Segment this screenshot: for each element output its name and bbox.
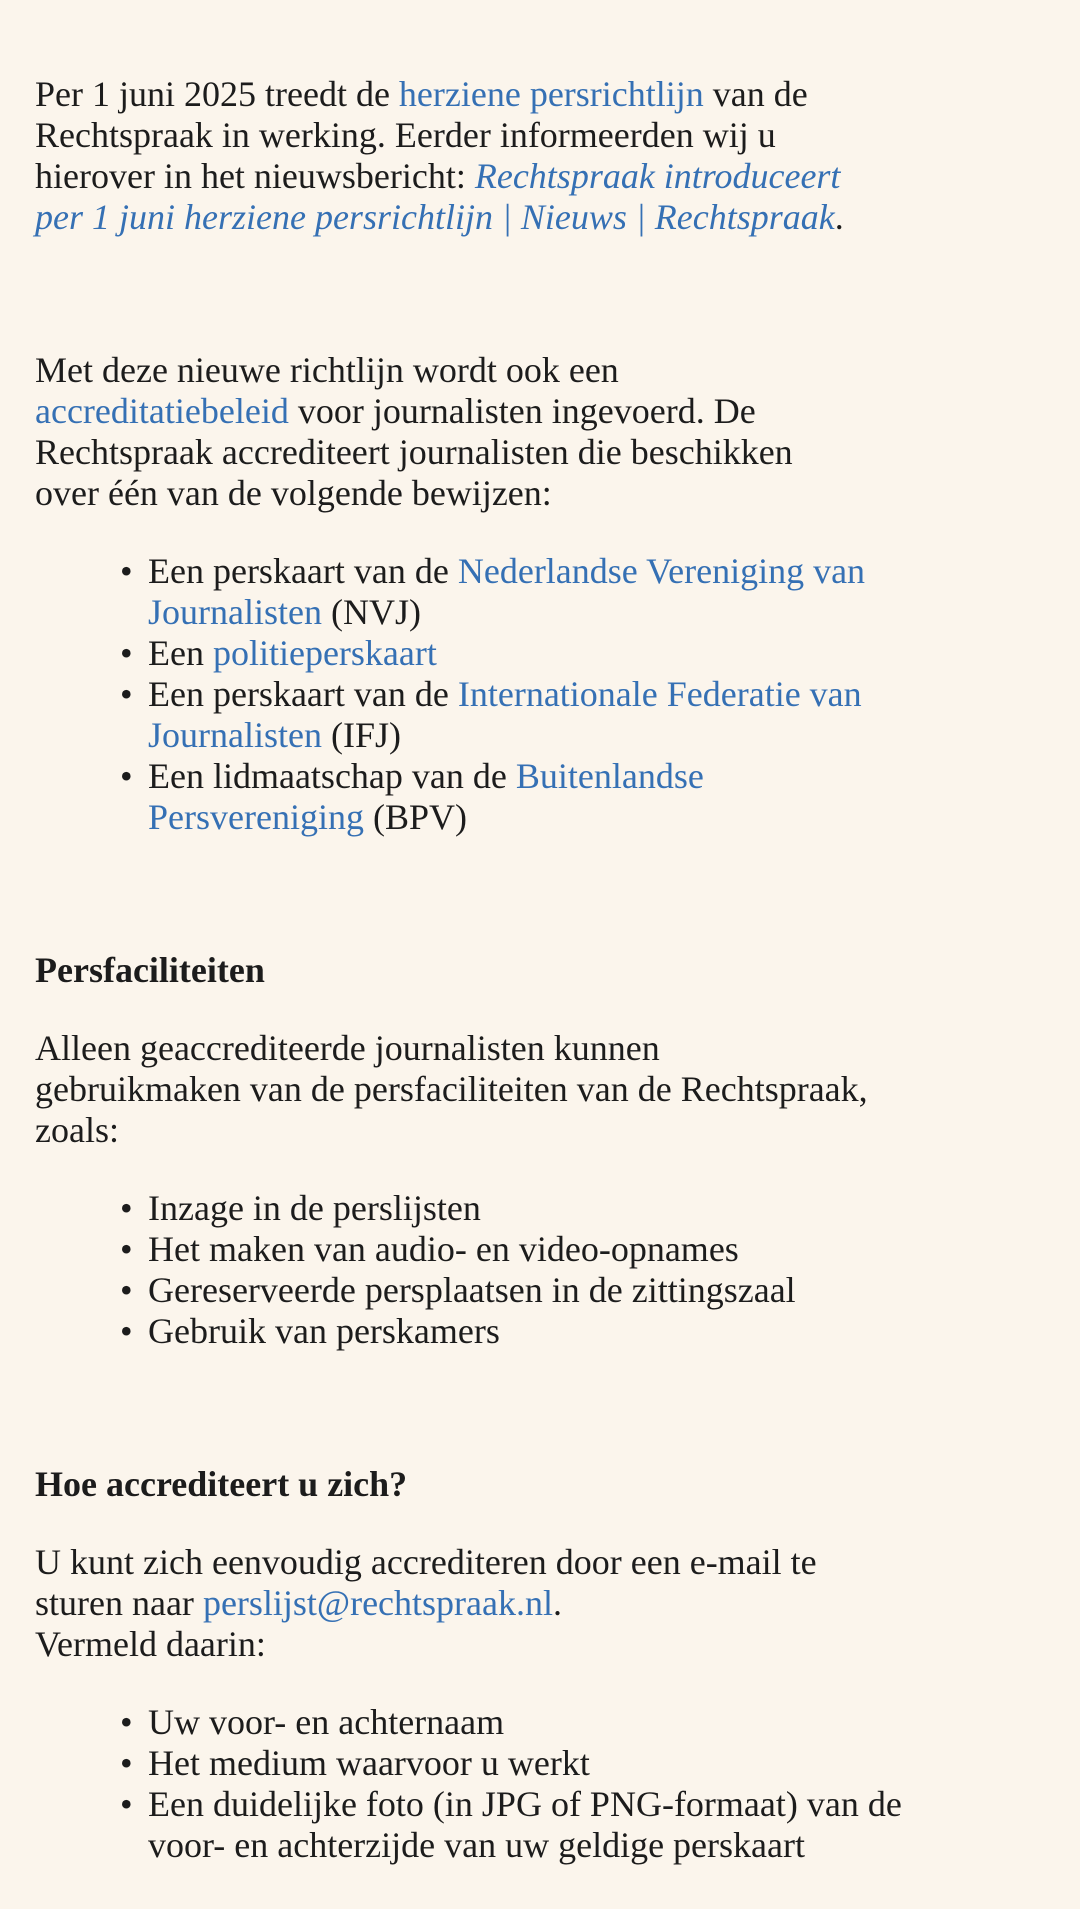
text-run: voor- en achterzijde van uw geldige perskaart [148, 1825, 805, 1865]
text-run: Gereserveerde persplaatsen in de zittingszaal [148, 1270, 796, 1310]
accreditatiebeleid-link[interactable]: accreditatiebeleid [35, 391, 289, 431]
list-item [148, 756, 1045, 838]
text-run: van de [703, 74, 808, 114]
nieuwsbericht-link[interactable]: Rechtspraak introduceert [474, 156, 841, 196]
facilities-heading: Persfaciliteiten [35, 950, 265, 990]
list-item [148, 1702, 1045, 1743]
text-run: U kunt zich eenvoudig accrediteren door een e-mail te [35, 1542, 817, 1582]
text-run: gebruikmaken van de persfaciliteiten van de Rechtspraak, [35, 1069, 868, 1109]
text-run: Per 1 juni 2025 treedt de [35, 74, 399, 114]
text-run: Vermeld daarin: [35, 1624, 266, 1664]
list-item [148, 551, 1045, 633]
nieuwsbericht-link[interactable]: per 1 juni herziene persrichtlijn | Nieuws | Rechtspraak [35, 197, 835, 237]
list-item [148, 674, 1045, 756]
text-run: Inzage in de perslijsten [148, 1188, 481, 1228]
text-run: (IFJ) [321, 715, 401, 755]
list-item [148, 1188, 1045, 1229]
text-run: . [834, 197, 844, 237]
text-run: Een [148, 633, 213, 673]
text-run: Een lidmaatschap van de [148, 756, 516, 796]
text-run: over één van de volgende bewijzen: [35, 473, 552, 513]
text-run: Een perskaart van de [148, 674, 458, 714]
text-run: Alleen geaccrediteerde journalisten kunnen [35, 1028, 660, 1068]
nvj-link[interactable]: Journalisten [148, 592, 322, 632]
credentials-list [35, 551, 1045, 838]
text-run: Rechtspraak in werking. Eerder informeerden wij u [35, 115, 776, 155]
text-run: . [553, 1583, 562, 1623]
bpv-link[interactable]: Buitenlandse [515, 756, 704, 796]
list-item [148, 633, 1045, 674]
list-item [148, 1311, 1045, 1352]
list-item [148, 1229, 1045, 1270]
accreditation-paragraph [35, 350, 1045, 514]
text-run: Rechtspraak accrediteert journalisten die beschikken [35, 432, 793, 472]
politieperskaart-link[interactable]: politieperskaart [212, 633, 437, 673]
herziene-persrichtlijn-link[interactable]: herziene persrichtlijn [398, 74, 704, 114]
text-run: zoals: [35, 1110, 119, 1150]
article-body [35, 74, 1045, 1866]
text-run: Het maken van audio- en video-opnames [148, 1229, 739, 1269]
text-run: Een perskaart van de [148, 551, 458, 591]
text-run: hierover in het nieuwsbericht: [35, 156, 475, 196]
text-run: Het medium waarvoor u werkt [148, 1743, 590, 1783]
intro-paragraph [35, 74, 1045, 238]
list-item [148, 1743, 1045, 1784]
how-to-accredit-heading: Hoe accrediteert u zich? [35, 1464, 408, 1504]
how-to-accredit-paragraph [35, 1542, 1045, 1665]
text-run: Met deze nieuwe richtlijn wordt ook een [35, 350, 619, 390]
how-to-accredit-list [35, 1702, 1045, 1866]
facilities-list [35, 1188, 1045, 1352]
text-run: Gebruik van perskamers [148, 1311, 500, 1351]
text-run: (NVJ) [321, 592, 421, 632]
email-link[interactable]: perslijst@rechtspraak.nl [202, 1583, 553, 1623]
list-item [148, 1270, 1045, 1311]
ifj-link[interactable]: Journalisten [148, 715, 322, 755]
facilities-paragraph [35, 1028, 1045, 1151]
text-run: voor journalisten ingevoerd. De [288, 391, 756, 431]
nvj-link[interactable]: Nederlandse Vereniging van [457, 551, 866, 591]
text-run: (BPV) [363, 797, 467, 837]
ifj-link[interactable]: Internationale Federatie van [457, 674, 862, 714]
list-item [148, 1784, 1045, 1866]
bpv-link[interactable]: Persvereniging [148, 797, 364, 837]
text-run: sturen naar [35, 1583, 203, 1623]
text-run: Uw voor- en achternaam [148, 1702, 505, 1742]
text-run: Een duidelijke foto (in JPG of PNG-formaat) van de [148, 1784, 902, 1824]
